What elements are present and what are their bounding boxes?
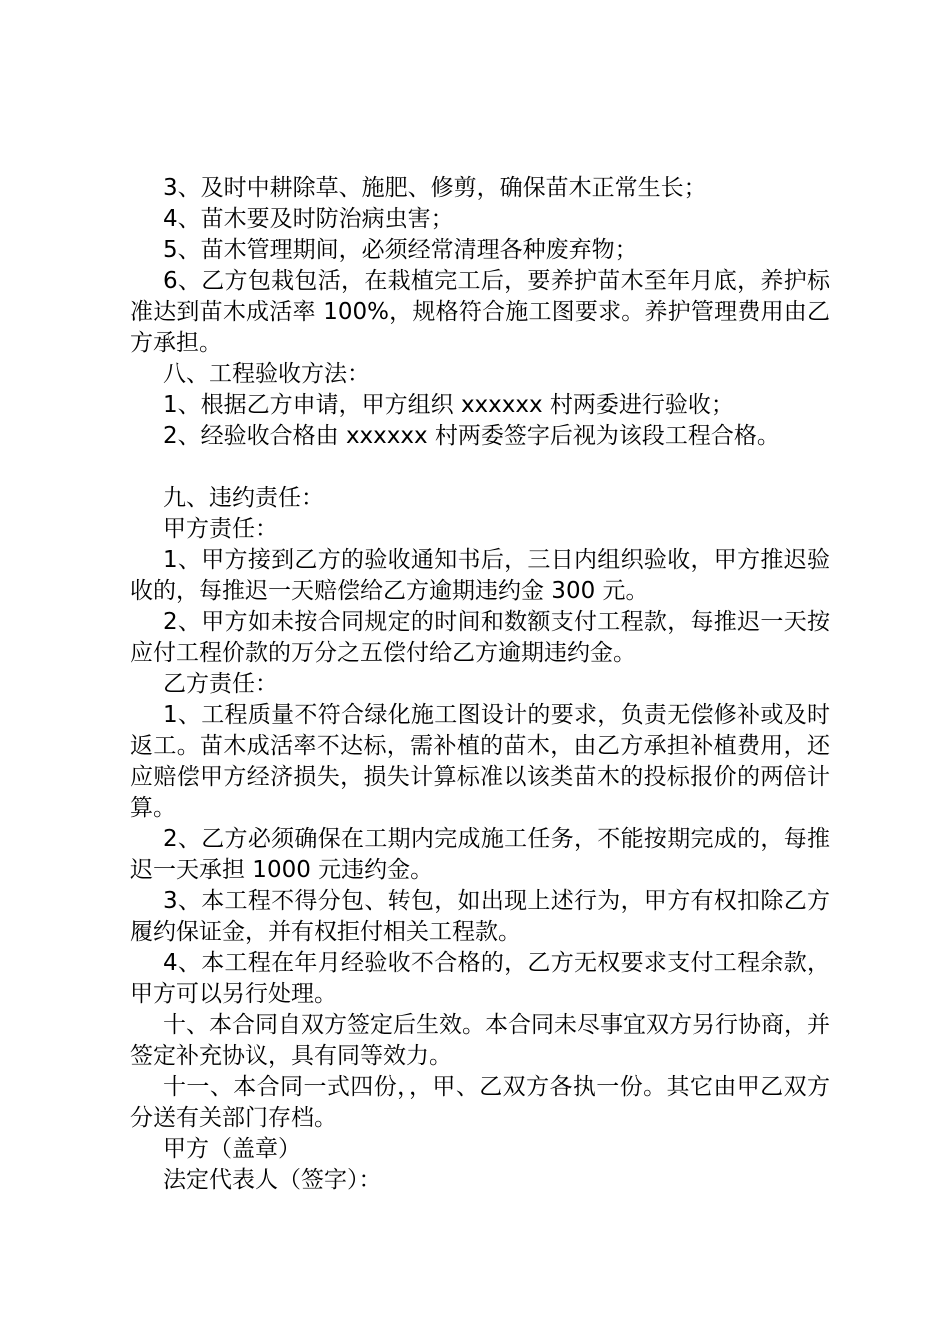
party-a-clause-2: 2、甲方如未按合同规定的时间和数额支付工程款，每推迟一天按应付工程价款的万分之五偿付给乙方逾期违约金。 [130, 609, 830, 666]
party-b-clause-3: 3、本工程不得分包、转包，如出现上述行为，甲方有权扣除乙方履约保证金，并有权拒付相关工程款。 [130, 888, 830, 945]
clause-7-5: 5、苗木管理期间，必须经常清理各种废弃物； [163, 237, 638, 263]
party-b-liability-heading: 乙方责任： [163, 671, 278, 697]
party-a-seal-line: 甲方（盖章） [163, 1136, 301, 1162]
clause-7-4: 4、苗木要及时防治病虫害； [163, 206, 454, 232]
contract-body [130, 173, 830, 1196]
section-9-heading: 九、违约责任： [163, 485, 324, 511]
section-8-heading: 八、工程验收方法： [163, 361, 370, 387]
party-b-clause-2: 2、乙方必须确保在工期内完成施工任务，不能按期完成的，每推迟一天承担 1000 元违约金。 [130, 826, 830, 883]
legal-representative-signature-line: 法定代表人（签字）： [163, 1167, 382, 1193]
clause-7-3: 3、及时中耕除草、施肥、修剪，确保苗木正常生长； [163, 175, 707, 201]
clause-8-2: 2、经验收合格由 xxxxxx 村两委签字后视为该段工程合格。 [163, 423, 780, 449]
party-b-clause-4: 4、本工程在年月经验收不合格的，乙方无权要求支付工程余款，甲方可以另行处理。 [130, 950, 830, 1007]
section-11: 十一、本合同一式四份，，甲、乙双方各执一份。其它由甲乙双方分送有关部门存档。 [130, 1074, 830, 1131]
clause-8-1: 1、根据乙方申请，甲方组织 xxxxxx 村两委进行验收； [163, 392, 734, 418]
clause-7-6: 6、乙方包栽包活，在栽植完工后，要养护苗木至年月底，养护标准达到苗木成活率 100%，规格符合施工图要求。养护管理费用由乙方承担。 [130, 268, 830, 356]
party-a-liability-heading: 甲方责任： [163, 516, 278, 542]
blank-line [130, 452, 830, 483]
section-10: 十、本合同自双方签定后生效。本合同未尽事宜双方另行协商，并签定补充协议，具有同等效力。 [130, 1012, 830, 1069]
party-b-clause-1: 1、工程质量不符合绿化施工图设计的要求，负责无偿修补或及时返工。苗木成活率不达标，需补植的苗木，由乙方承担补植费用，还应赔偿甲方经济损失，损失计算标准以该类苗木的投标报价的两倍计算。 [130, 702, 830, 821]
party-a-clause-1: 1、甲方接到乙方的验收通知书后，三日内组织验收，甲方推迟验收的，每推迟一天赔偿给乙方逾期违约金 300 元。 [130, 547, 830, 604]
